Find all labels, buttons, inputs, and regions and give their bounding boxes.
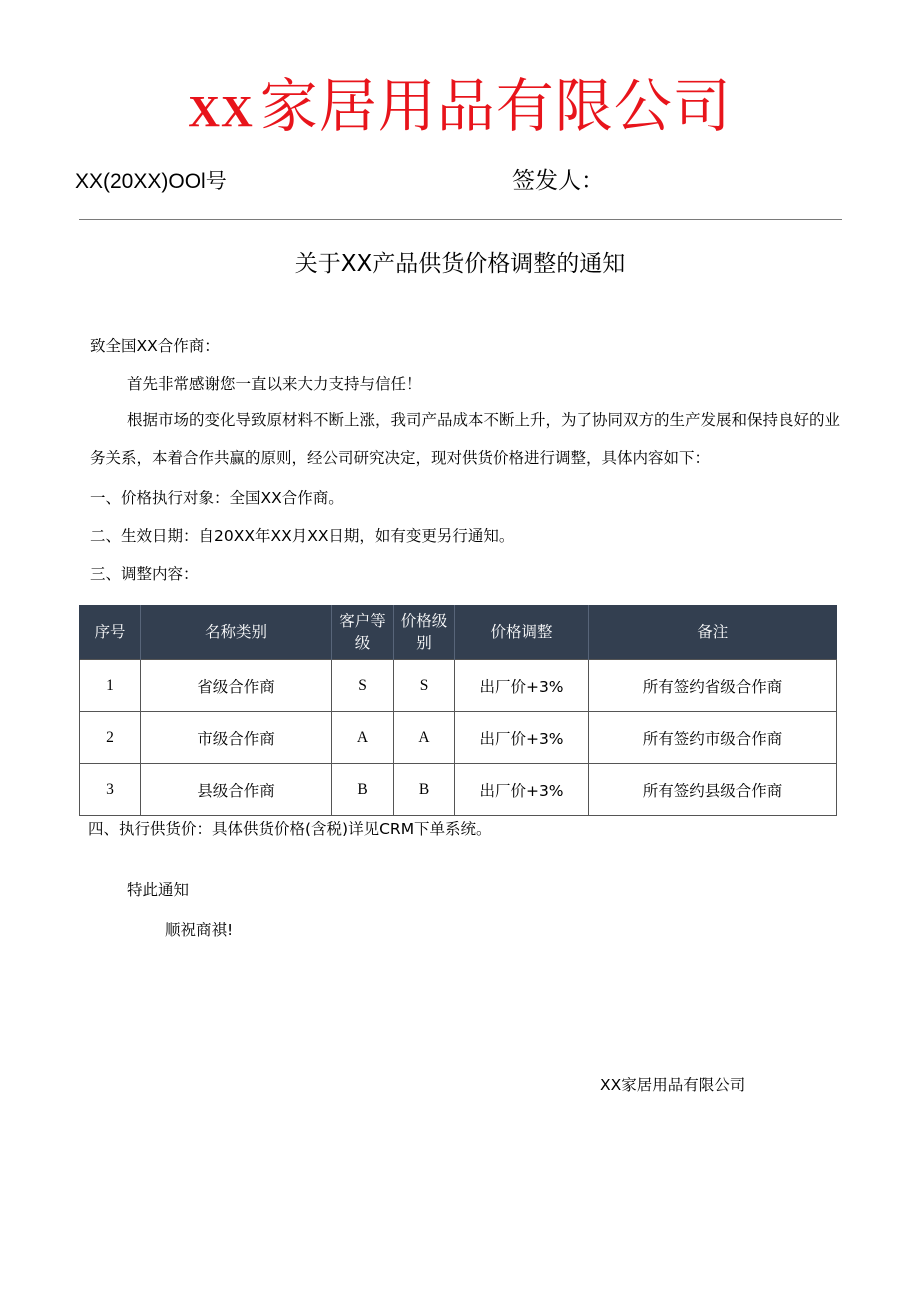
thanks-paragraph: 首先非常感谢您一直以来大力支持与信任！ <box>127 375 422 393</box>
item-effective-date: 二、生效日期：自20XX年XX月XX日期，如有变更另行通知。 <box>90 527 515 545</box>
item-target: 一、价格执行对象：全国XX合作商。 <box>90 489 344 507</box>
price-adjustment-table <box>79 605 837 816</box>
cell-customer-level: B <box>332 764 394 816</box>
cell-remark: 所有签约省级合作商 <box>589 660 837 712</box>
cell-customer-level: S <box>332 660 394 712</box>
cell-price-level: S <box>394 660 455 712</box>
cell-customer-level: A <box>332 712 394 764</box>
header-remark: 备注 <box>589 605 837 660</box>
header-divider <box>79 219 842 220</box>
cell-price-level: A <box>394 712 455 764</box>
company-prefix: XX <box>188 87 254 136</box>
header-name: 名称类别 <box>141 605 332 660</box>
cell-price-level: B <box>394 764 455 816</box>
signer-label: 签发人： <box>512 168 604 194</box>
cell-remark: 所有签约县级合作商 <box>589 764 837 816</box>
cell-no: 3 <box>80 764 141 816</box>
cell-name: 市级合作商 <box>141 712 332 764</box>
footer-company: XX家居用品有限公司 <box>600 1076 746 1094</box>
header-adjustment: 价格调整 <box>455 605 589 660</box>
cell-adjustment: 出厂价+3% <box>455 764 589 816</box>
header-customer-level: 客户等级 <box>332 605 394 660</box>
cell-name: 省级合作商 <box>141 660 332 712</box>
document-number: XX(20XX)OOl号 <box>75 170 227 193</box>
cell-adjustment: 出厂价+3% <box>455 660 589 712</box>
cell-no: 1 <box>80 660 141 712</box>
header-no: 序号 <box>80 605 141 660</box>
salutation: 致全国XX合作商： <box>90 337 220 355</box>
cell-no: 2 <box>80 712 141 764</box>
cell-remark: 所有签约市级合作商 <box>589 712 837 764</box>
table-row <box>80 764 837 816</box>
table-row <box>80 660 837 712</box>
cell-adjustment: 出厂价+3% <box>455 712 589 764</box>
wishes-line: 顺祝商祺! <box>165 921 234 939</box>
company-name: 家居用品有限公司 <box>259 72 732 140</box>
cell-name: 县级合作商 <box>141 764 332 816</box>
item-supply-price: 四、执行供货价：具体供货价格(含税)详见CRM下单系统。 <box>88 820 492 838</box>
item-adjustment-heading: 三、调整内容： <box>90 565 199 583</box>
table-row <box>80 712 837 764</box>
header-price-level: 价格级别 <box>394 605 455 660</box>
body-paragraph: 根据市场的变化导致原材料不断上涨，我司产品成本不断上升，为了协同双方的生产发展和保持良好的业务关系，本着合作共赢的原则，经公司研究决定，现对供货价格进行调整，具体内容如下： <box>90 411 841 467</box>
notice-title: 关于XX产品供货价格调整的通知 <box>294 251 626 277</box>
company-header <box>0 68 920 150</box>
closing-line: 特此通知 <box>127 881 190 899</box>
table-header-row <box>80 605 837 660</box>
